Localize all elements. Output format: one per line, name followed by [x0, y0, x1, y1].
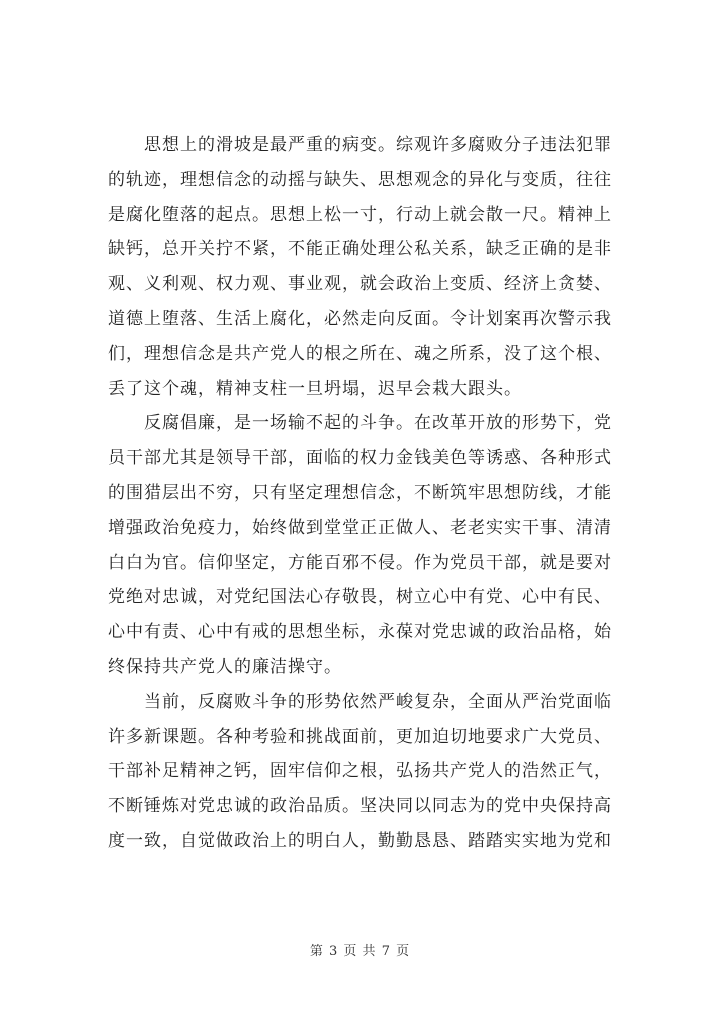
text-line: 员干部尤其是领导干部，面临的权力金钱美色等诱惑、各种形式: [108, 448, 612, 469]
text-line: 当前，反腐败斗争的形势依然严峻复杂，全面从严治党面临: [144, 691, 612, 712]
text-line: 反腐倡廉，是一场输不起的斗争。在改革开放的形势下，党: [144, 413, 612, 434]
paragraph: [108, 128, 648, 406]
text-line: 增强政治免疫力，始终做到堂堂正正做人、老老实实干事、清清: [108, 517, 612, 538]
text-line: 终保持共产党人的廉洁操守。: [108, 656, 342, 677]
text-line: 们，理想信念是共产党人的根之所在、魂之所系，没了这个根、: [108, 343, 612, 364]
text-line: 干部补足精神之钙，固牢信仰之根，弘扬共产党人的浩然正气，: [108, 761, 612, 782]
text-line: 度一致，自觉做政治上的明白人，勤勤恳恳、踏踏实实地为党和: [108, 830, 612, 851]
paragraph: [108, 685, 648, 859]
page-number-footer: 第 3 页 共 7 页: [309, 944, 411, 959]
text-line: 的轨迹，理想信念的动摇与缺失、思想观念的异化与变质，往往: [108, 169, 612, 190]
text-line: 党绝对忠诚，对党纪国法心存敬畏，树立心中有党、心中有民、: [108, 587, 612, 608]
text-line: 缺钙，总开关拧不紧，不能正确处理公私关系，缺乏正确的是非: [108, 239, 612, 260]
text-line: 不断锤炼对党忠诚的政治品质。坚决同以同志为的党中央保持高: [108, 796, 612, 817]
text-line: 思想上的滑坡是最严重的病变。综观许多腐败分子违法犯罪: [144, 135, 612, 155]
text-line: 道德上堕落、生活上腐化，必然走向反面。令计划案再次警示我: [108, 308, 612, 329]
text-line: 是腐化堕落的起点。思想上松一寸，行动上就会散一尺。精神上: [108, 204, 612, 225]
text-line: 的围猎层出不穷，只有坚定理想信念，不断筑牢思想防线，才能: [108, 482, 612, 503]
paragraph: [108, 406, 648, 684]
text-line: 许多新课题。各种考验和挑战面前，更加迫切地要求广大党员、: [108, 726, 612, 747]
text-line: 白白为官。信仰坚定，方能百邪不侵。作为党员干部，就是要对: [108, 552, 612, 573]
text-line: 观、义利观、权力观、事业观，就会政治上变质、经济上贪婪、: [108, 274, 612, 295]
text-line: 心中有责、心中有戒的思想坐标，永葆对党忠诚的政治品格，始: [108, 622, 612, 643]
document-body: [108, 128, 648, 859]
text-line: 丢了这个魂，精神支柱一旦坍塌，迟早会栽大跟头。: [108, 378, 522, 399]
